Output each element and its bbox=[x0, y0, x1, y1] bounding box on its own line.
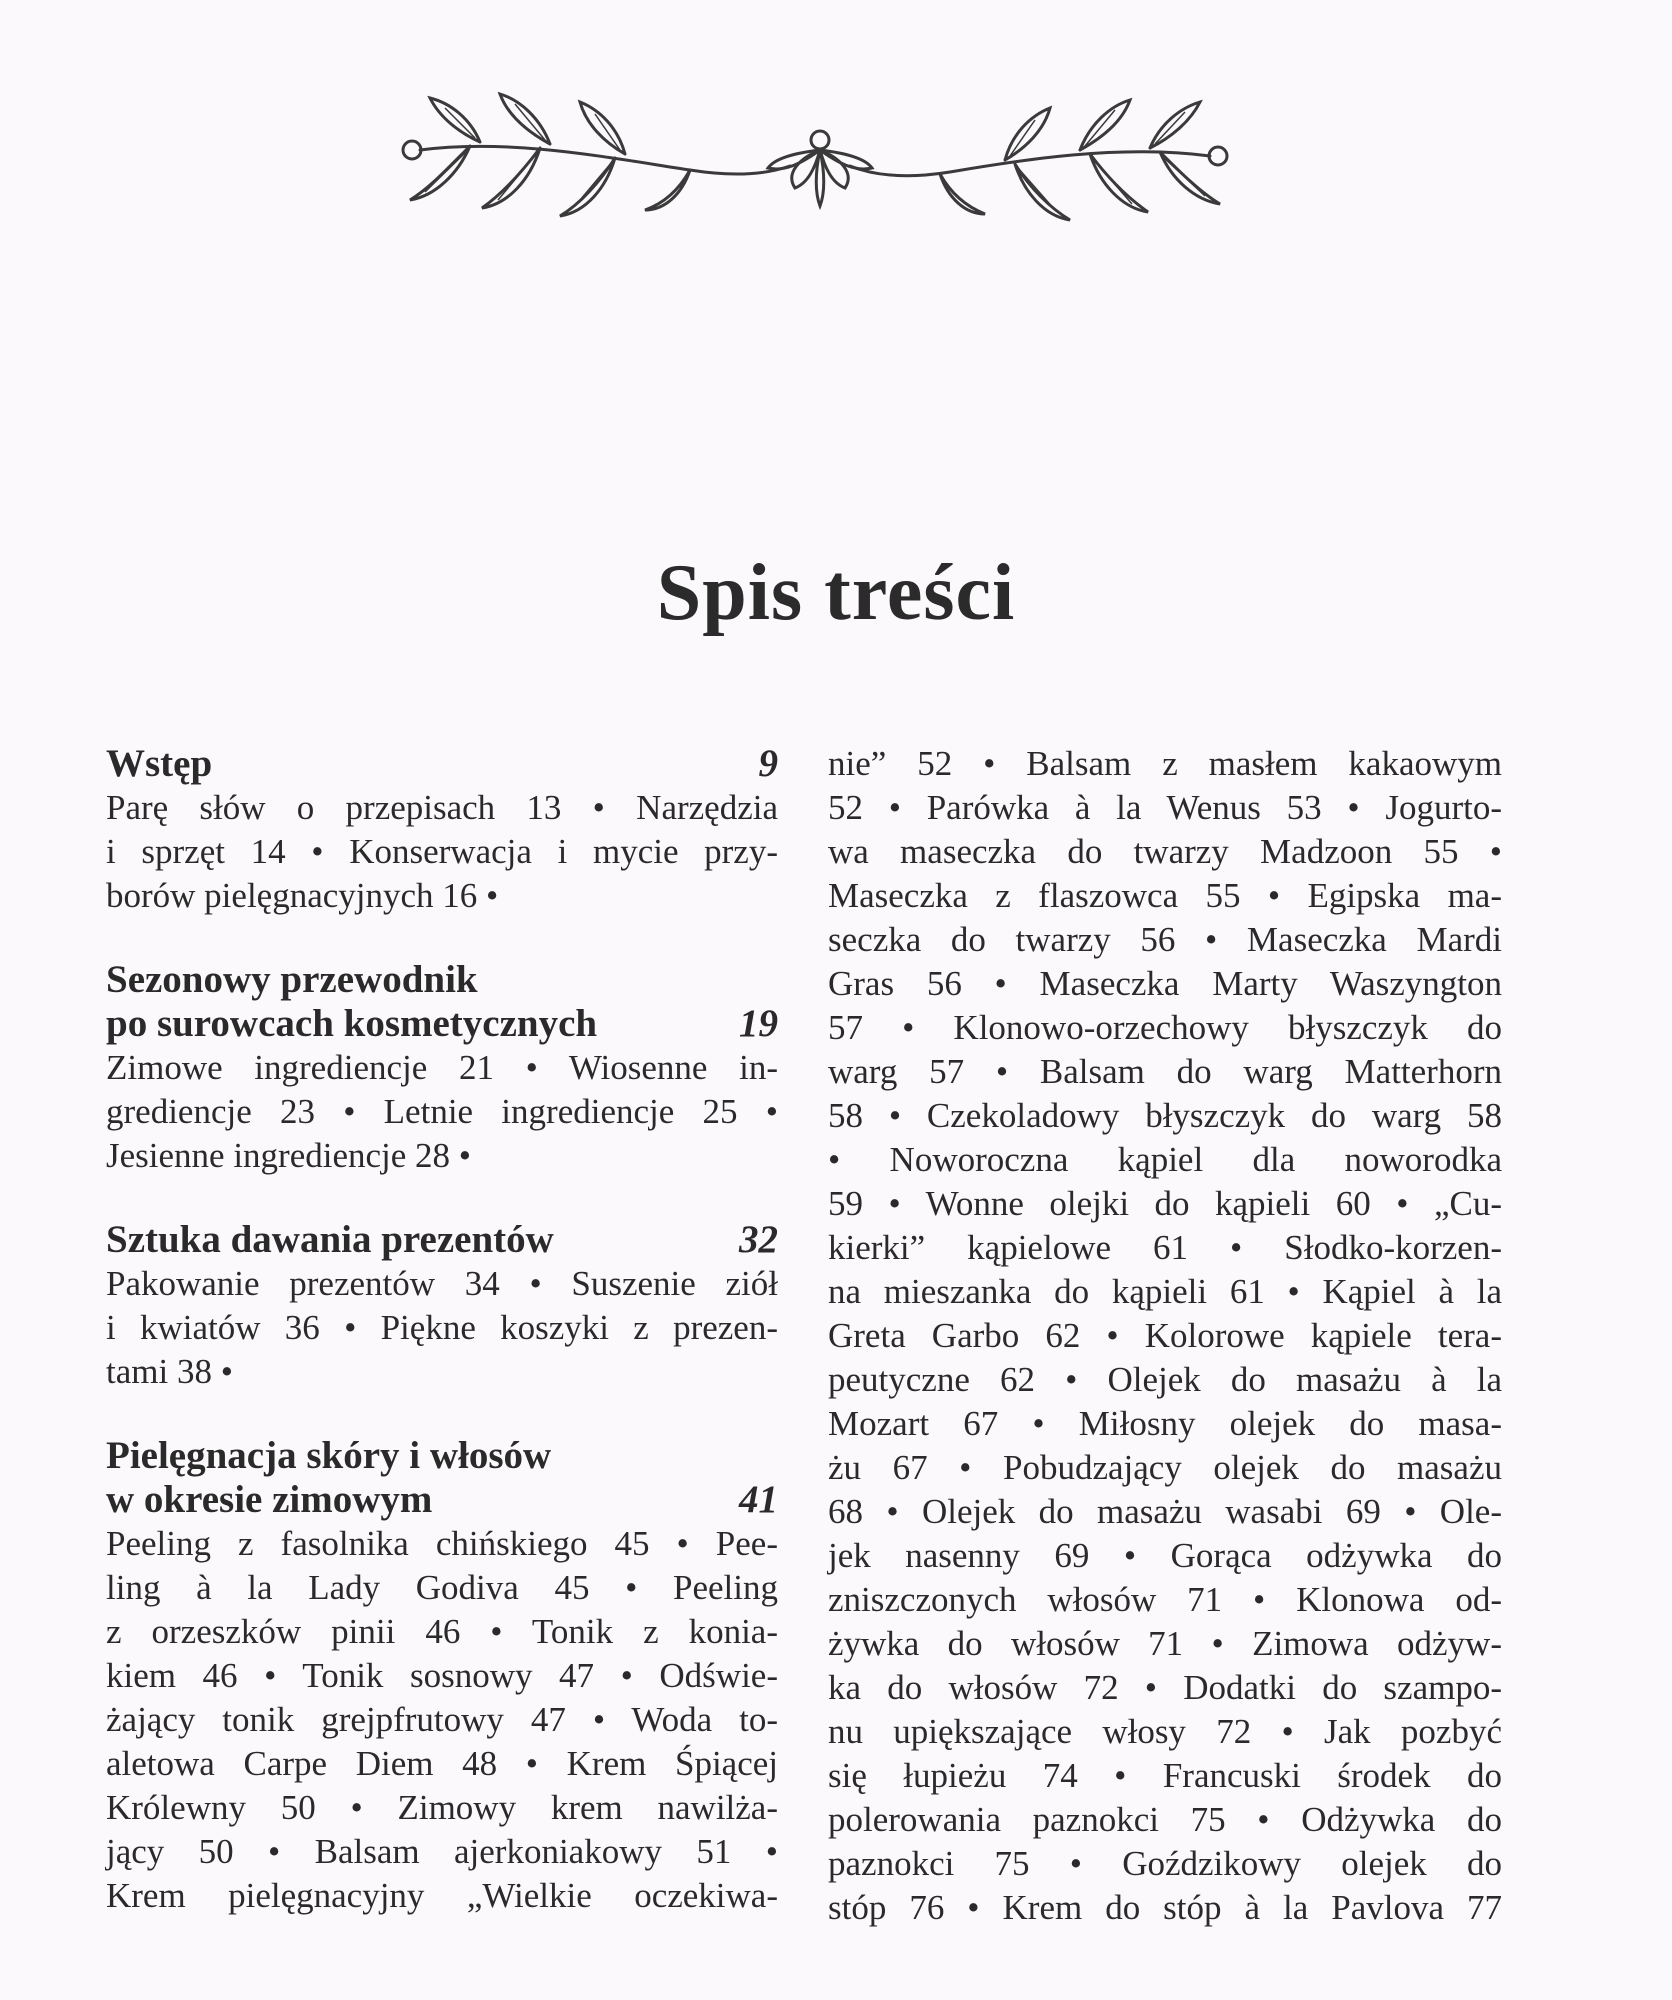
entry-line: seczka do twarzy 56 • Maseczka Mardi bbox=[828, 920, 1502, 959]
entry-line: i sprzęt 14 • Konserwacja i mycie przy- bbox=[106, 832, 778, 871]
toc-section-sztuka bbox=[106, 1218, 778, 1394]
entry-line: nu upiększające włosy 72 • Jak pozbyć bbox=[828, 1712, 1502, 1751]
section-page-number: 41 bbox=[739, 1478, 778, 1521]
section-page-number: 9 bbox=[758, 742, 778, 785]
entry-line: jek nasenny 69 • Gorąca odżywka do bbox=[828, 1536, 1502, 1575]
section-heading bbox=[106, 742, 778, 786]
entry-line: Parę słów o przepisach 13 • Narzędzia bbox=[106, 788, 778, 827]
section-heading bbox=[106, 958, 778, 1046]
section-page-number: 19 bbox=[739, 1002, 778, 1045]
section-entries bbox=[106, 1046, 778, 1178]
entry-line: Gras 56 • Maseczka Marty Waszyngton bbox=[828, 964, 1502, 1003]
section-heading-line: Pielęgnacja skóry i włosów bbox=[106, 1434, 552, 1477]
section-page-number: 32 bbox=[739, 1218, 778, 1261]
entry-line: żu 67 • Pobudzający olejek do masażu bbox=[828, 1448, 1502, 1487]
entry-line: polerowania paznokci 75 • Odżywka do bbox=[828, 1800, 1502, 1839]
entry-line: stóp 76 • Krem do stóp à la Pavlova 77 bbox=[828, 1888, 1502, 1927]
entry-line: Krem pielęgnacyjny „Wielkie oczekiwa- bbox=[106, 1876, 778, 1915]
entry-line: żywka do włosów 71 • Zimowa odżyw- bbox=[828, 1624, 1502, 1663]
entry-line: borów pielęgnacyjnych 16 • bbox=[106, 876, 499, 915]
entry-line: jący 50 • Balsam ajerkoniakowy 51 • bbox=[106, 1832, 778, 1871]
section-heading-line: Sezonowy przewodnik bbox=[106, 958, 478, 1001]
section-heading-line: po surowcach kosmetycznych bbox=[106, 1002, 598, 1045]
entry-line: się łupieżu 74 • Francuski środek do bbox=[828, 1756, 1502, 1795]
entry-line: na mieszanka do kąpieli 61 • Kąpiel à la bbox=[828, 1272, 1502, 1311]
toc-right-column bbox=[828, 742, 1502, 1930]
entry-line: Maseczka z flaszowca 55 • Egipska ma- bbox=[828, 876, 1502, 915]
entry-line: tami 38 • bbox=[106, 1352, 233, 1391]
entry-line: Pakowanie prezentów 34 • Suszenie ziół bbox=[106, 1264, 778, 1303]
entry-line: Jesienne ingrediencje 28 • bbox=[106, 1136, 472, 1175]
section-heading-line: Wstęp bbox=[106, 742, 213, 785]
toc-section-sezonowy bbox=[106, 958, 778, 1178]
entry-line: paznokci 75 • Goździkowy olejek do bbox=[828, 1844, 1502, 1883]
section-entries bbox=[106, 786, 778, 918]
entry-line: 59 • Wonne olejki do kąpieli 60 • „Cu- bbox=[828, 1184, 1502, 1223]
entry-line: grediencje 23 • Letnie ingrediencje 25 • bbox=[106, 1092, 778, 1131]
section-entries bbox=[106, 1262, 778, 1394]
entry-line: Królewny 50 • Zimowy krem nawilża- bbox=[106, 1788, 778, 1827]
entry-line: ka do włosów 72 • Dodatki do szampo- bbox=[828, 1668, 1502, 1707]
entry-line: 52 • Parówka à la Wenus 53 • Jogurto- bbox=[828, 788, 1502, 827]
entry-line: wa maseczka do twarzy Madzoon 55 • bbox=[828, 832, 1502, 871]
floral-vine-divider-icon bbox=[390, 88, 1240, 258]
entry-line: i kwiatów 36 • Piękne koszyki z prezen- bbox=[106, 1308, 778, 1347]
entry-line: nie” 52 • Balsam z masłem kakaowym bbox=[828, 744, 1502, 783]
entry-line: z orzeszków pinii 46 • Tonik z konia- bbox=[106, 1612, 778, 1651]
entry-line: • Noworoczna kąpiel dla noworodka bbox=[828, 1140, 1502, 1179]
entry-line: żający tonik grejpfrutowy 47 • Woda to- bbox=[106, 1700, 778, 1739]
section-heading bbox=[106, 1434, 778, 1522]
entry-line: 68 • Olejek do masażu wasabi 69 • Ole- bbox=[828, 1492, 1502, 1531]
entry-line: 57 • Klonowo-orzechowy błyszczyk do bbox=[828, 1008, 1502, 1047]
entry-line: kiem 46 • Tonik sosnowy 47 • Odświe- bbox=[106, 1656, 778, 1695]
toc-section-wstep bbox=[106, 742, 778, 918]
entry-line: zniszczonych włosów 71 • Klonowa od- bbox=[828, 1580, 1502, 1619]
section-entries-continued bbox=[828, 742, 1502, 1930]
section-heading-line: w okresie zimowym bbox=[106, 1478, 433, 1521]
entry-line: warg 57 • Balsam do warg Matterhorn bbox=[828, 1052, 1502, 1091]
section-heading bbox=[106, 1218, 778, 1262]
entry-line: 58 • Czekoladowy błyszczyk do warg 58 bbox=[828, 1096, 1502, 1135]
page-title: Spis treści bbox=[656, 549, 1016, 637]
section-entries bbox=[106, 1522, 778, 1918]
entry-line: ling à la Lady Godiva 45 • Peeling bbox=[106, 1568, 778, 1607]
entry-line: Zimowe ingrediencje 21 • Wiosenne in- bbox=[106, 1048, 778, 1087]
toc-section-pielegnacja bbox=[106, 1434, 778, 1918]
toc-left-column bbox=[106, 742, 778, 1958]
entry-line: peutyczne 62 • Olejek do masażu à la bbox=[828, 1360, 1502, 1399]
section-heading-line: Sztuka dawania prezentów bbox=[106, 1218, 554, 1261]
entry-line: aletowa Carpe Diem 48 • Krem Śpiącej bbox=[106, 1744, 778, 1783]
entry-line: Peeling z fasolnika chińskiego 45 • Pee- bbox=[106, 1524, 778, 1563]
entry-line: kierki” kąpielowe 61 • Słodko-korzen- bbox=[828, 1228, 1502, 1267]
entry-line: Greta Garbo 62 • Kolorowe kąpiele tera- bbox=[828, 1316, 1502, 1355]
entry-line: Mozart 67 • Miłosny olejek do masa- bbox=[828, 1404, 1502, 1443]
